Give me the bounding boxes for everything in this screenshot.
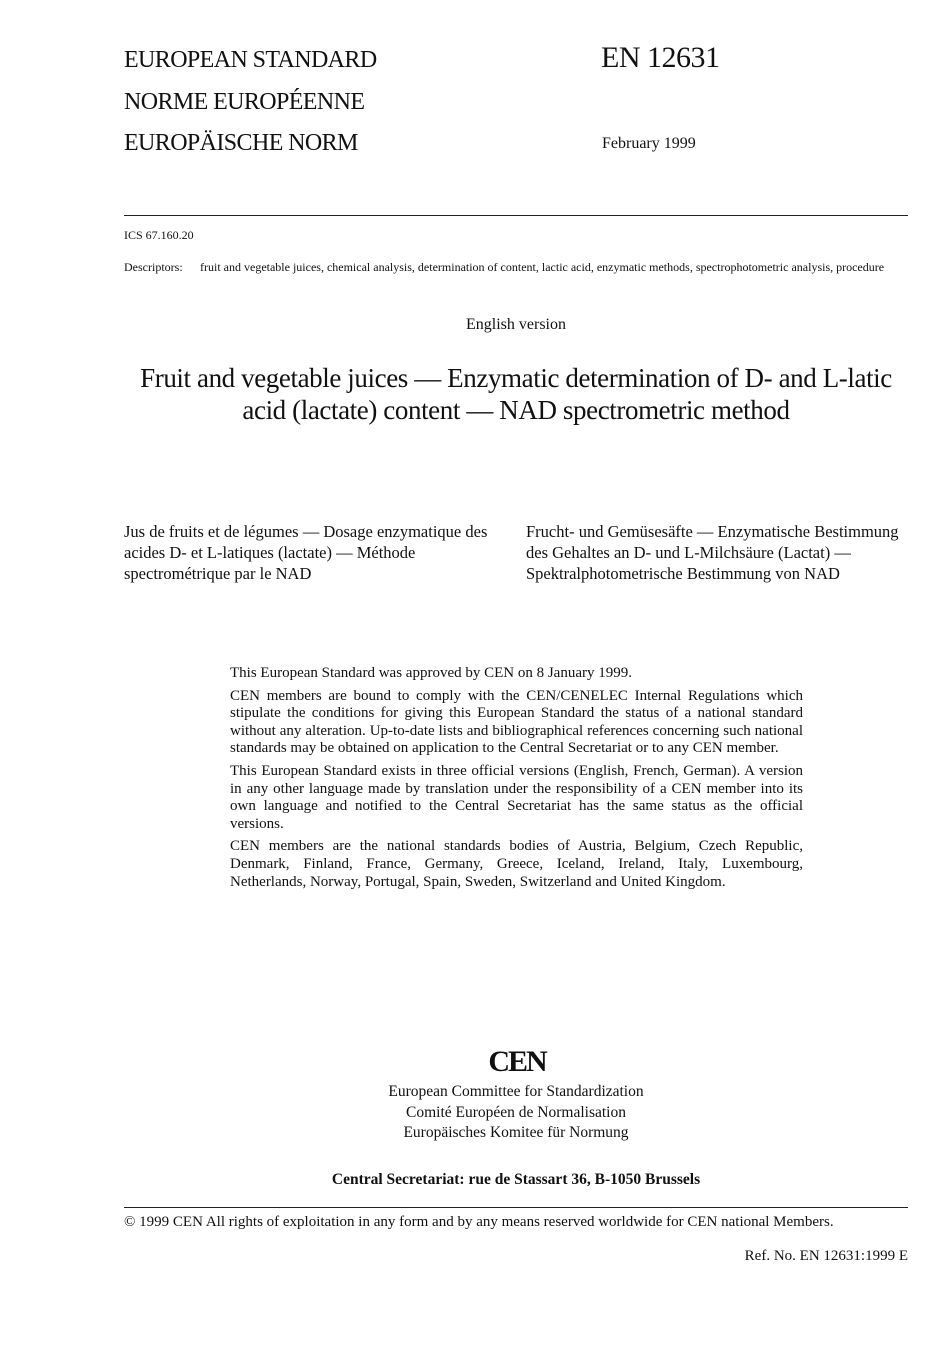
publication-date: February 1999	[602, 135, 696, 152]
reference-number: Ref. No. EN 12631:1999 E	[744, 1248, 908, 1264]
french-title: Jus de fruits et de légumes — Dosage enzymatique des acides D- et L-latiques (lactate) — Méthode spectrométrique par le NAD	[124, 522, 488, 583]
copyright-notice: © 1999 CEN All rights of exploitation in any form and by any means reserved worldwide for CEN national Members.	[124, 1214, 834, 1230]
document-title: Fruit and vegetable juices — Enzymatic determination of D- and L-latic acid (lactate) content — NAD spectrometric method	[140, 363, 892, 425]
cen-names	[266, 1082, 766, 1144]
header-divider	[124, 215, 908, 216]
central-secretariat: Central Secretariat: rue de Stassart 36, B-1050 Brussels	[331, 1171, 701, 1188]
footer-divider	[124, 1207, 908, 1208]
title-french: NORME EUROPÉENNE	[124, 89, 365, 115]
cen-name-german: Europäisches Komitee für Normung	[403, 1124, 629, 1141]
approval-paragraph-4: CEN members are the national standards bodies of Austria, Belgium, Czech Republic, Denmark, Finland, France, Germany, Greece, Iceland, Ireland, Italy, Luxembourg, Netherlands, Norway, Portugal, Spain, Sweden, Switzerland and United Kingdom.	[230, 838, 803, 890]
cen-name-english: European Committee for Standardization	[388, 1083, 644, 1100]
descriptors	[124, 260, 908, 274]
standard-number: EN 12631	[601, 41, 720, 74]
cen-logo: CEN	[488, 1045, 546, 1078]
descriptors-label: Descriptors:	[124, 260, 183, 274]
cen-name-french: Comité Européen de Normalisation	[406, 1103, 626, 1121]
approval-paragraph-1: This European Standard was approved by CEN on 8 January 1999.	[230, 665, 632, 681]
descriptors-value: fruit and vegetable juices, chemical analysis, determination of content, lactic acid, enzymatic methods, spectrophotometric analysis, procedure	[200, 260, 885, 274]
ics-code: ICS 67.160.20	[124, 228, 194, 242]
title-english: EUROPEAN STANDARD	[124, 47, 377, 73]
approval-text	[230, 665, 803, 896]
approval-paragraph-2: CEN members are bound to comply with the CEN/CENELEC Internal Regulations which stipulate the conditions for giving this European Standard the status of a national standard without any alteration. Up-to-date lists and bibliographical references concerning such national standards may be obtained on application to the Central Secretariat or to any CEN member.	[230, 687, 803, 757]
approval-paragraph-3: This European Standard exists in three official versions (English, French, German). A version in any other language made by translation under the responsibility of a CEN member into its own language and notified to the Central Secretariat has the same status as the official versions.	[230, 762, 803, 832]
title-german: EUROPÄISCHE NORM	[124, 130, 358, 156]
german-title: Frucht- und Gemüsesäfte — Enzymatische Bestimmung des Gehaltes an D- und L-Milchsäure (Lactat) — Spektralphotometrische Bestimmung von NAD	[526, 522, 899, 583]
version-label: English version	[466, 316, 566, 333]
